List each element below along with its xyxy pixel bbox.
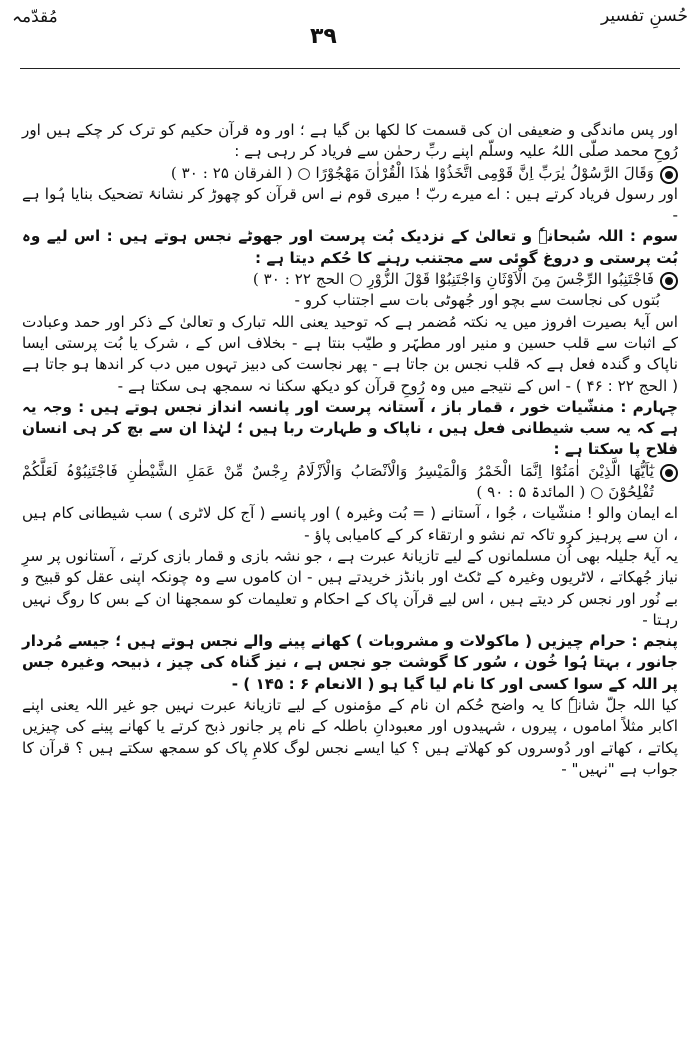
paragraph: اور پس ماندگی و ضعیفی ان کی قسمت کا لکھا بن گیا ہے ؛ اور وہ قرآن حکیم کو ترک کر چکے ہیں اور رُوحِ محمد صلّی اللہُ علیہ وسلّم اپنے ربِّ رحمٰن سے فریاد کر رہی ہے : (22, 121, 678, 161)
section-heading-paragraph: پنجم : حرام چیزیں ( ماکولات و مشروبات ) کھانے پینے والے نجس ہوتے ہیں ؛ جیسے مُردار جانور ، بہتا ہُوا خُون ، سُور کا گوشت جو نجس ہے ، نیز گناہ کی چیز ، ذبیحہ وغیرہ جس پر اللہ کے سوا کسی اور کا نام لیا گیا ہو ( الانعام ۶ : ۱۴۵ ) - (22, 632, 678, 693)
verse-bullet-icon (660, 272, 678, 290)
page-number: ۳۹ (310, 24, 337, 49)
running-header-right: حُسنِ تفسیر (600, 6, 688, 26)
running-header-left: مُقدّمہ (12, 7, 58, 27)
header-rule (20, 68, 680, 69)
quran-verse: یٰٓاَیُّھَا الَّذِیْنَ اٰمَنُوْٓا اِنَّمَا الْخَمْرُ وَالْمَیْسِرُ وَالْاَنْصَابُ وَالْاَزْلَامُ رِجْسٌ مِّنْ عَمَلِ الشَّیْطٰنِ فَاجْتَنِبُوْہُ لَعَلَّکُمْ تُفْلِحُوْنَ ○ ( المائدۃ ۵ : ۹۰ ) (22, 461, 678, 504)
verse-bullet-icon (660, 464, 678, 482)
paragraph: اے ایمان والو ! منشّیات ، جُوا ، آستانے ( = بُت وغیرہ ) اور پانسے ( آج کل لاٹری ) سب شیطانی کام ہیں ، ان سے پرہیز کرو تاکہ تم نشو و ارتقاء کر کے کامیابی پاؤ - (22, 504, 678, 544)
paragraph: کیا اللہ جلّ شانہٗ کا یہ واضح حُکم ان نام کے مؤمنوں کے لیے تازیانۂ عبرت نہیں جو غیر اللہ یعنی اپنے اکابر مثلاً اماموں ، پیروں ، شہیدوں اور معبودانِ باطلہ کے نام پر جانور ذبح کرتے یا کھانے پینے کی چیزیں پکاتے ، کھاتے اور دُوسروں کو کھلاتے ہیں ؟ کیا ایسے نجس لوگ کلامِ پاک کو سمجھ سکتے ہیں ؟ قرآن کا جواب ہے "نہیں" - (22, 696, 678, 778)
section-heading-paragraph: چہارم : منشّیات خور ، قمار باز ، آستانہ پرست اور پانسہ انداز نجس ہوتے ہیں : وجہ یہ ہے کہ یہ سب شیطانی فعل ہیں ، ناپاک و طہارت ربا ہیں ؛ لہٰذا ان سے بچ کر ہی انسان فلاح پا سکتا ہے : (22, 397, 678, 459)
section-heading-paragraph: سوم : اللہ سُبحانہٗ و تعالیٰ کے نزدیک بُت پرست اور جھوٹے نجس ہوتے ہیں : اس لیے وہ بُت پرستی و دروغ گوئی سے مجتنب رہنے کا حُکم دیتا ہے : (22, 227, 678, 267)
paragraph: بُتوں کی نجاست سے بچو اور جُھوٹی بات سے اجتناب کرو - (294, 291, 660, 310)
paragraph: اس آیۂ بصیرت افروز میں یہ نکتہ مُضمر ہے کہ توحید یعنی اللہ تبارک و تعالیٰ کے ذکر اور حمد وعبادت کے اثبات سے قلب حسین و منیر اور مطہّر و طیّب بنتا ہے - بخلاف اس کے ، شرک یا بُت پرستی ایسا ناپاک و گندہ فعل ہے کہ قلب نجس بن جاتا ہے - پھر نجاست کی دبیز تہوں میں دب کر اندھا ہو جاتا ہے ( الحج ۲۲ : ۴۶ ) - اس کے نتیجے میں وہ رُوحِ قرآن کو دیکھ سکنا نہ سمجھ ہی سکتا ہے - (22, 312, 678, 395)
page-body (22, 120, 678, 780)
paragraph: اور رسول فریاد کرتے ہیں : اے میرے ربّ ! میری قوم نے اس قرآن کو چھوڑ کر نشانۂ تضحیک بنایا ہُوا ہے - (22, 184, 678, 225)
quran-verse: وَقَالَ الرَّسُوْلُ یٰرَبِّ اِنَّ قَوْمِی اتَّخَذُوْا ھٰذَا الْقُرْاٰنَ مَھْجُوْرًا ○ ( الفرقان ۲۵ : ۳۰ ) (22, 163, 678, 184)
paragraph: یہ آیۂ جلیلہ بھی اُن مسلمانوں کے لیے تازیانۂ عبرت ہے ، جو نشہ بازی و قمار بازی کرتے ، آستانوں پر سرِ نیاز جُھکاتے ، لاٹریوں وغیرہ کے ٹکٹ اور بانڈز خریدتے ہیں - ان کاموں سے وہ چونکہ اپنی عقل کو قبیح و بے نُور اور نجس کر دیتے ہیں ، اس لیے قرآن پاک کے احکام و تعلیمات کو سمجھنا ان کے بس کا روگ نہیں رہتا - (22, 546, 678, 629)
quran-verse: فَاجْتَنِبُوا الرِّجْسَ مِنَ الْاَوْثَانِ وَاجْتَنِبُوْا قَوْلَ الزُّوْرِ ○ الحج ۲۲ : ۳۰ ) (22, 269, 678, 290)
verse-bullet-icon (660, 166, 678, 184)
